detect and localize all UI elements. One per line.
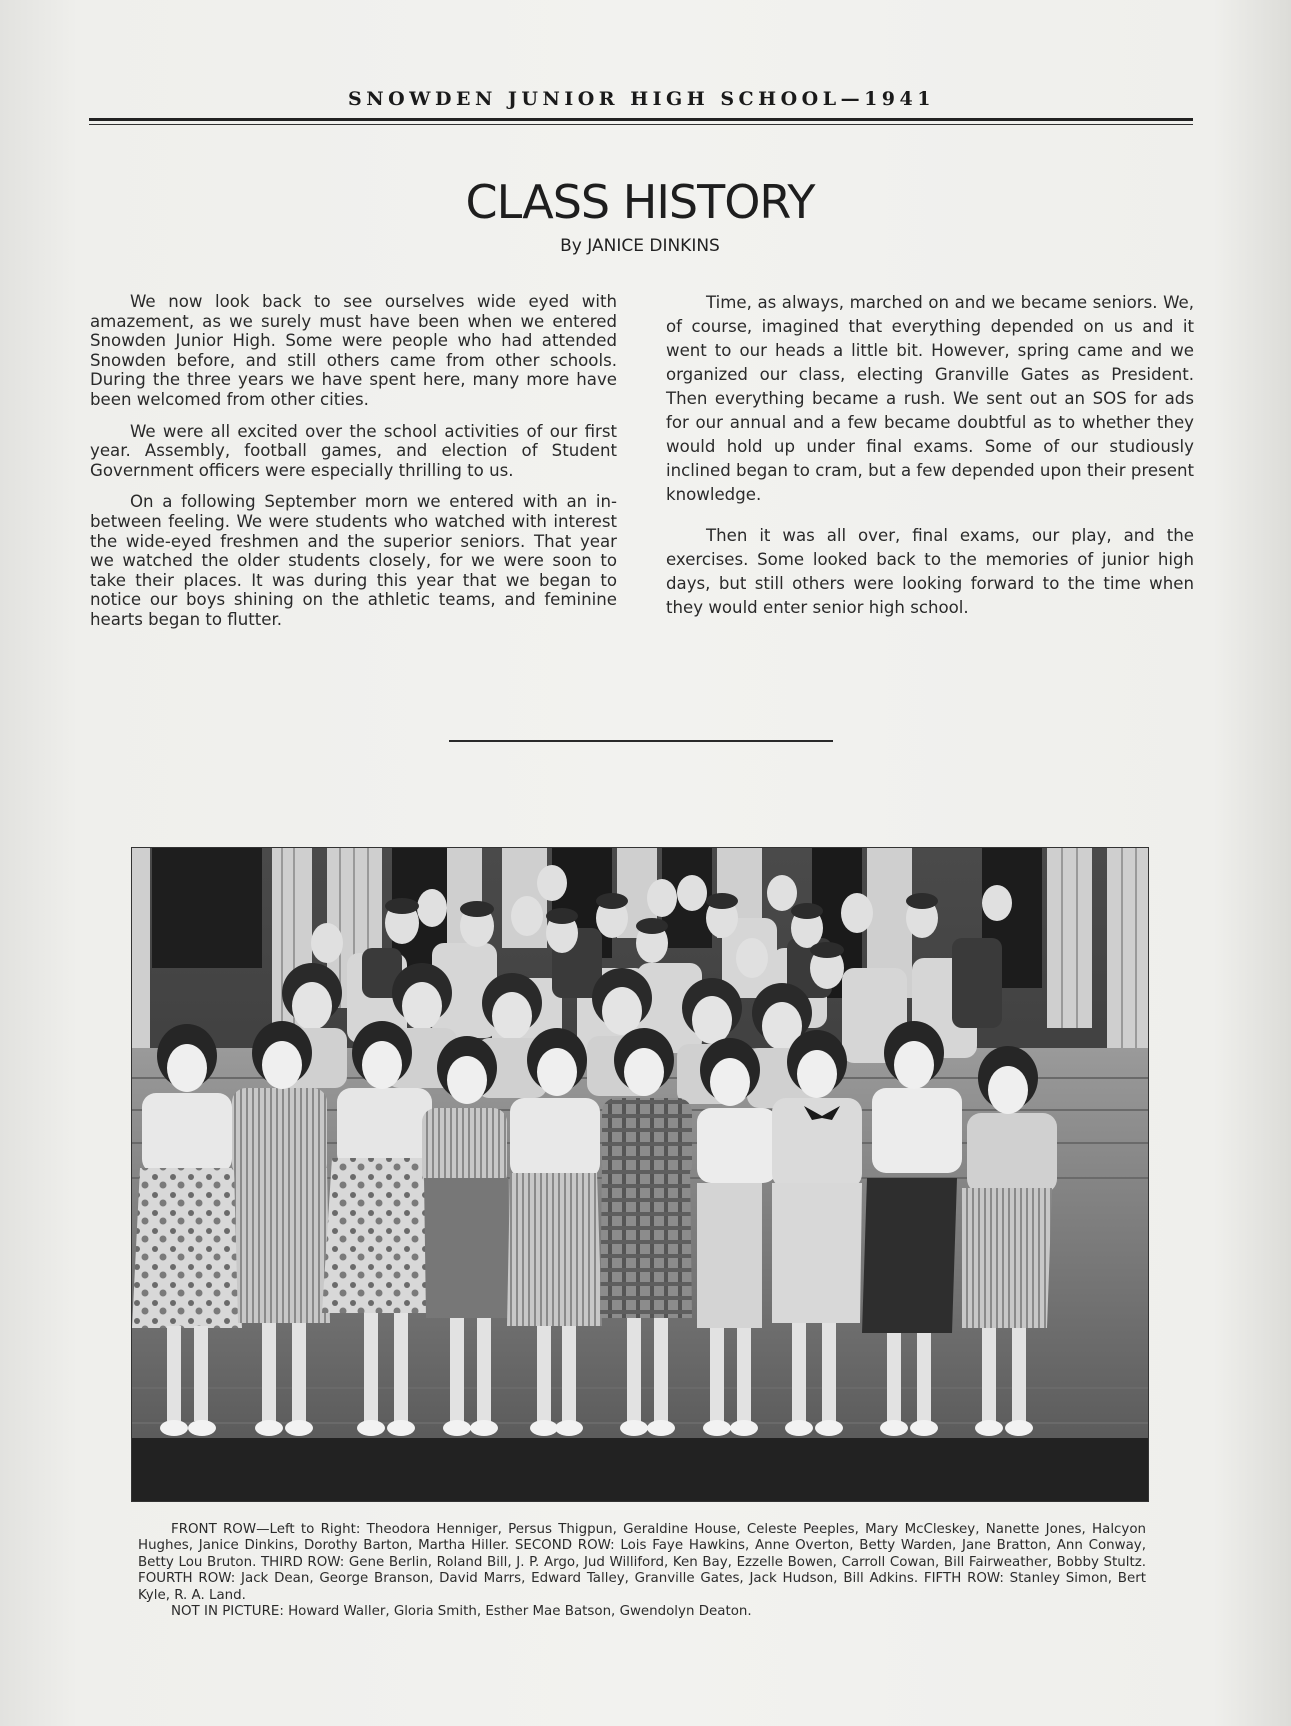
caption-not-in-picture: NOT IN PICTURE: Howard Waller, Gloria Smith, Esther Mae Batson, Gwendolyn Deaton. (171, 1604, 752, 1620)
header-rule-thick (89, 118, 1193, 121)
caption-names: FRONT ROW—Left to Right: Theodora Henniger, Persus Thigpun, Geraldine House, Celeste Peeples, Mary McCleskey, Nanette Jones, Halcyon Hughes, Janice Dinkins, Dorothy Barton, Martha Hiller. SECOND ROW: Lois Faye Hawkins, Anne Overton, Betty Warden, Jane Bratton, Ann Conway, Betty Lou Bruton. THIRD ROW: Gene Berlin, Roland Bill, J. P. Argo, Jud Williford, Ken Bay, Ezzelle Bowen, Carroll Cowan, Bill Fairweather, Bobby Stultz. FOURTH ROW: Jack Dean, George Branson, David Marrs, Edward Talley, Granville Gates, Jack Hudson, Bill Adkins. FIFTH ROW: Stanley Simon, Bert Kyle, R. A. Land. (138, 1522, 1146, 1603)
right-column (666, 291, 1194, 637)
paragraph: On a following September morn we entered with an in-between feeling. We were students who watched with interest the wide-eyed freshmen and the superior seniors. That year we watched the older students closely, for we were soon to take their places. It was during this year that we began to notice our boys shining on the athletic teams, and feminine hearts began to flutter. (90, 492, 617, 629)
article-byline: By JANICE DINKINS (560, 236, 720, 256)
header-rule-thin (89, 124, 1193, 125)
paragraph: Then it was all over, final exams, our play, and the exercises. Some looked back to the memories of junior high days, but still others were looking forward to the time when they would enter senior high school. (666, 526, 1194, 617)
section-divider (449, 740, 833, 742)
running-header: SNOWDEN JUNIOR HIGH SCHOOL—1941 (348, 88, 935, 110)
class-photo (131, 847, 1149, 1502)
paragraph: We were all excited over the school activities of our first year. Assembly, football games, and election of Student Government officers were especially thrilling to us. (90, 421, 617, 480)
article-title: CLASS HISTORY (465, 175, 815, 229)
class-photo-illustration (132, 848, 1148, 1501)
left-column (90, 292, 617, 642)
paragraph: Time, as always, marched on and we became seniors. We, of course, imagined that everything depended on us and it went to our heads a little bit. However, spring came and we organized our class, electing Granville Gates as President. Then everything became a rush. We sent out an SOS for ads for our annual and a few became doubtful as to whether they would hold up under final exams. Some of our studiously inclined began to cram, but a few depended upon their present knowledge. (666, 293, 1194, 504)
paragraph: We now look back to see ourselves wide eyed with amazement, as we surely must have been when we entered Snowden Junior High. Some were people who had attended Snowden before, and still others came from other schools. During the three years we have spent here, many more have been welcomed from other cities. (90, 292, 617, 409)
photo-caption (138, 1522, 1146, 1620)
